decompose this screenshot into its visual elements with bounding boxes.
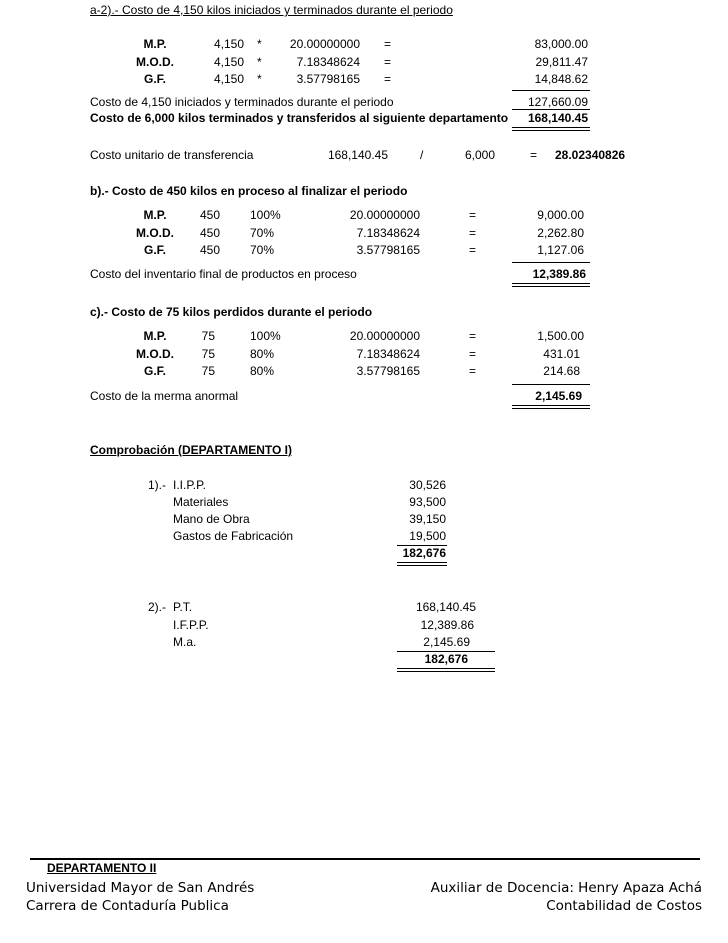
a2-cost-line-label: Costo de 4,150 iniciados y terminados durante el periodo xyxy=(90,95,394,109)
list-item-label: I.I.P.P. xyxy=(173,478,206,492)
assistant-name: Auxiliar de Docencia: Henry Apaza Achá xyxy=(430,880,702,896)
c-total-label: Costo de la merma anormal xyxy=(90,389,239,403)
a2-transfer-value: 168,140.45 xyxy=(527,111,588,125)
c-row-total: 214.68 xyxy=(543,364,580,378)
b-total-label: Costo del inventario final de productos en proceso xyxy=(90,267,357,281)
unit-cost-equals: = xyxy=(530,148,538,162)
c-row-rate: 20.00000000 xyxy=(349,329,420,343)
b-row-rate: 20.00000000 xyxy=(349,208,420,222)
list-item-value: 2,145.69 xyxy=(423,635,470,649)
a2-row-total: 83,000.00 xyxy=(534,37,588,51)
section-c-heading: c).- Costo de 75 kilos perdidos durante el periodo xyxy=(90,305,373,319)
b-row-rate: 7.18348624 xyxy=(356,226,420,240)
a2-row-total: 14,848.62 xyxy=(534,72,588,86)
a2-row-rate: 20.00000000 xyxy=(289,37,360,51)
c-row-qty: 75 xyxy=(201,364,215,378)
b-total-value: 12,389.86 xyxy=(532,267,586,281)
c-row-pct: 80% xyxy=(250,364,275,378)
list-item-label: Materiales xyxy=(173,495,229,509)
a2-transfer-top-rule xyxy=(512,109,590,110)
b-row-label: G.F. xyxy=(143,243,166,257)
b-row-pct: 100% xyxy=(250,208,281,222)
b-row-qty: 450 xyxy=(199,208,220,222)
a2-row-op: * xyxy=(257,37,262,51)
a2-row-label: M.O.D. xyxy=(136,55,174,69)
b-row-total: 1,127.06 xyxy=(537,243,584,257)
c-row-total: 1,500.00 xyxy=(537,329,584,343)
a2-row-op: * xyxy=(257,72,262,86)
check-p1-total: 182,676 xyxy=(402,546,446,560)
a2-row-rate: 7.18348624 xyxy=(296,55,360,69)
list-item-value: 12,389.86 xyxy=(420,618,474,632)
list-item-label: Mano de Obra xyxy=(173,512,250,526)
career-name: Carrera de Contaduría Publica xyxy=(26,898,229,914)
c-row-total: 431.01 xyxy=(543,347,580,361)
b-row-total: 9,000.00 xyxy=(537,208,584,222)
dept-ii-label: DEPARTAMENTO II xyxy=(47,861,157,875)
c-row-rate: 3.57798165 xyxy=(356,364,420,378)
a2-transfer-double-rule xyxy=(512,127,590,131)
check-p2-double-rule xyxy=(397,668,495,672)
c-row-eq: = xyxy=(469,329,477,343)
list-item-value: 93,500 xyxy=(409,495,446,509)
list-item-label: Gastos de Fabricación xyxy=(173,529,294,543)
unit-cost-amount: 168,140.45 xyxy=(327,148,388,162)
a2-row-label: G.F. xyxy=(143,72,166,86)
c-row-eq: = xyxy=(469,364,477,378)
b-top-rule xyxy=(512,262,590,263)
a2-row-qty: 4,150 xyxy=(213,55,244,69)
b-row-qty: 450 xyxy=(199,226,220,240)
list-item-label: M.a. xyxy=(173,635,197,649)
list-item-label: P.T. xyxy=(173,600,193,614)
c-row-label: G.F. xyxy=(143,364,166,378)
unit-cost-label: Costo unitario de transferencia xyxy=(90,148,254,162)
subject-name: Contabilidad de Costos xyxy=(546,898,702,914)
a2-row-eq: = xyxy=(384,55,392,69)
a2-row-op: * xyxy=(257,55,262,69)
a2-subtotal-rule xyxy=(512,90,590,91)
a2-row-label: M.P. xyxy=(143,37,167,51)
b-row-label: M.P. xyxy=(143,208,167,222)
c-row-pct: 80% xyxy=(250,347,275,361)
c-double-rule xyxy=(512,405,590,409)
list-item-label: I.F.P.P. xyxy=(173,618,209,632)
check-p1-double-rule xyxy=(397,562,447,566)
c-total-value: 2,145.69 xyxy=(535,389,582,403)
c-row-eq: = xyxy=(469,347,477,361)
check-p2-total: 182,676 xyxy=(424,652,468,666)
list-item-value: 30,526 xyxy=(409,478,446,492)
a2-row-qty: 4,150 xyxy=(213,72,244,86)
unit-cost-divide: / xyxy=(420,148,424,162)
b-row-pct: 70% xyxy=(250,243,275,257)
b-double-rule xyxy=(512,283,590,287)
list-item-value: 168,140.45 xyxy=(415,600,476,614)
b-row-rate: 3.57798165 xyxy=(356,243,420,257)
c-row-qty: 75 xyxy=(201,347,215,361)
a2-transfer-label: Costo de 6,000 kilos terminados y transferidos al siguiente departamento xyxy=(90,111,509,125)
list-item-value: 19,500 xyxy=(409,529,446,543)
a2-row-eq: = xyxy=(384,37,392,51)
c-row-label: M.P. xyxy=(143,329,167,343)
b-row-eq: = xyxy=(469,243,477,257)
a2-row-eq: = xyxy=(384,72,392,86)
unit-cost-qty: 6,000 xyxy=(464,148,495,162)
a2-row-total: 29,811.47 xyxy=(535,55,588,69)
a2-cost-line-value: 127,660.09 xyxy=(527,95,588,109)
unit-cost-result: 28.02340826 xyxy=(555,148,626,162)
b-row-total: 2,262.80 xyxy=(537,226,584,240)
a2-row-qty: 4,150 xyxy=(213,37,244,51)
b-row-qty: 450 xyxy=(199,243,220,257)
check-p1-number: 1).- xyxy=(148,478,166,492)
b-row-eq: = xyxy=(469,226,477,240)
section-a2-heading: a-2).- Costo de 4,150 kilos iniciados y terminados durante el periodo xyxy=(90,3,453,17)
a2-row-rate: 3.57798165 xyxy=(296,72,360,86)
list-item-value: 39,150 xyxy=(409,512,446,526)
check-p2-number: 2).- xyxy=(148,600,166,614)
c-top-rule xyxy=(512,384,590,385)
c-row-rate: 7.18348624 xyxy=(356,347,420,361)
check-heading: Comprobación (DEPARTAMENTO I) xyxy=(90,443,292,457)
c-row-qty: 75 xyxy=(201,329,215,343)
section-b-heading: b).- Costo de 450 kilos en proceso al finalizar el periodo xyxy=(90,184,408,198)
c-row-label: M.O.D. xyxy=(136,347,174,361)
university-name: Universidad Mayor de San Andrés xyxy=(26,880,255,896)
b-row-eq: = xyxy=(469,208,477,222)
c-row-pct: 100% xyxy=(250,329,281,343)
b-row-pct: 70% xyxy=(250,226,275,240)
footer-rule xyxy=(30,858,700,860)
b-row-label: M.O.D. xyxy=(136,226,174,240)
